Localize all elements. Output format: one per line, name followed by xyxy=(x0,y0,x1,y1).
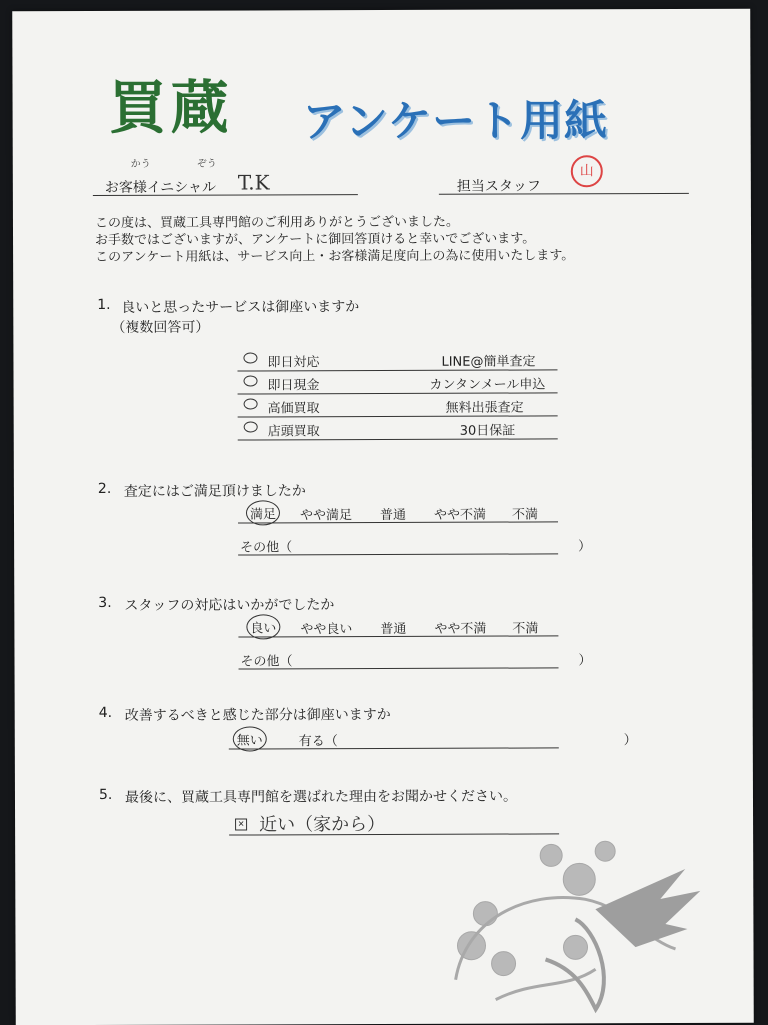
q1-option-row xyxy=(237,347,557,371)
flower-icon xyxy=(563,863,595,895)
q2-choice-5: 不満 xyxy=(511,507,539,523)
q3-other xyxy=(238,649,592,670)
q2-choices xyxy=(238,503,558,523)
circle-mark-icon xyxy=(243,352,257,363)
q2-text: 査定にはご満足頂けましたか xyxy=(123,483,306,500)
circle-mark-icon xyxy=(244,375,258,386)
checkbox-icon: ✕ xyxy=(235,818,247,830)
q2-choice-1: 満足 xyxy=(246,500,280,525)
kaizo-logo: 買蔵 xyxy=(108,73,233,142)
q1-option-right-3: 無料出張査定 xyxy=(445,400,524,416)
q3-choices xyxy=(238,617,558,637)
q2-choice-2: やや満足 xyxy=(299,508,353,524)
q4-text: 改善するべきと感じた部分は御座いますか xyxy=(124,706,391,724)
q4-choice-2: 有る（ ） xyxy=(298,733,637,750)
flower-icon xyxy=(540,844,562,866)
circle-mark-icon xyxy=(244,398,258,409)
q4-choice-1: 無い xyxy=(233,726,267,751)
flower-icon xyxy=(563,935,587,959)
q4-number: 4. xyxy=(98,704,113,721)
logo-ruby-left: かう xyxy=(130,158,151,170)
q3-number: 3. xyxy=(98,594,112,611)
q1-option-right-1: LINE@簡単査定 xyxy=(441,354,536,370)
q1-option-left-4: 店頭買取 xyxy=(267,424,320,440)
customer-initial-field xyxy=(93,168,358,196)
intro-text xyxy=(95,213,574,266)
q5-number: 5. xyxy=(98,786,113,803)
q2-other-label: その他（ ） xyxy=(240,539,592,556)
q3-other-label: その他（ ） xyxy=(240,653,592,670)
staff-label: 担当スタッフ xyxy=(456,178,541,195)
logo-ruby-right: ぞう xyxy=(196,158,217,170)
q3-choice-3: 普通 xyxy=(380,621,407,638)
customer-initial-label: お客様イニシャル xyxy=(104,179,217,196)
survey-sheet xyxy=(12,9,754,1025)
q1-option-right-2: カンタンメール申込 xyxy=(429,377,546,393)
q1-note: （複数回答可） xyxy=(111,319,210,336)
flower-icon xyxy=(492,952,516,976)
q3-choice-2: やや良い xyxy=(300,622,353,638)
phoenix-floral-ornament xyxy=(425,829,706,1020)
survey-title: アンケート用紙 xyxy=(302,96,609,148)
staff-field xyxy=(439,163,689,195)
q1-option-row xyxy=(238,393,558,417)
customer-initial-value: T.K xyxy=(237,170,270,195)
flower-icon xyxy=(473,902,497,926)
q2-number: 2. xyxy=(97,480,112,497)
q2-choice-4: やや不満 xyxy=(433,507,487,523)
q1-options xyxy=(237,347,557,440)
q3-text: スタッフの対応はいかがでしたか xyxy=(124,597,335,614)
staff-stamp: 山 xyxy=(571,155,603,187)
q1-text: 良いと思ったサービスは御座いますか xyxy=(121,299,360,316)
q4-choices xyxy=(229,729,637,750)
q1-option-row xyxy=(238,416,558,440)
q2-choice-3: 普通 xyxy=(379,507,407,524)
intro-line-2: お手数ではございますが、アンケートに御回答頂けると幸いでございます。 xyxy=(95,231,536,249)
q3-choice-5: 不満 xyxy=(512,621,539,637)
q3-choice-4: やや不満 xyxy=(434,621,487,637)
q5-answer: 近い（家から） xyxy=(259,813,386,836)
q1-option-left-1: 即日対応 xyxy=(267,355,320,371)
q1-option-left-2: 即日現金 xyxy=(267,378,320,394)
q1-option-row xyxy=(237,370,557,394)
intro-line-3: このアンケート用紙は、サービス向上・お客様満足度向上の為に使用いたします。 xyxy=(95,248,575,266)
phoenix-wing-icon xyxy=(595,869,700,947)
q1-option-right-4: 30日保証 xyxy=(459,423,516,439)
intro-line-1: この度は、買蔵工具専門館のご利用ありがとうございました。 xyxy=(94,214,460,232)
q1-number: 1. xyxy=(97,296,111,313)
q3-choice-1: 良い xyxy=(246,614,280,639)
flower-icon xyxy=(595,841,615,861)
q1-option-left-3: 高価買取 xyxy=(267,401,320,417)
q5-text: 最後に、買蔵工具専門館を選ばれた理由をお聞かせください。 xyxy=(124,788,518,806)
circle-mark-icon xyxy=(244,421,258,432)
q2-other xyxy=(238,535,592,556)
